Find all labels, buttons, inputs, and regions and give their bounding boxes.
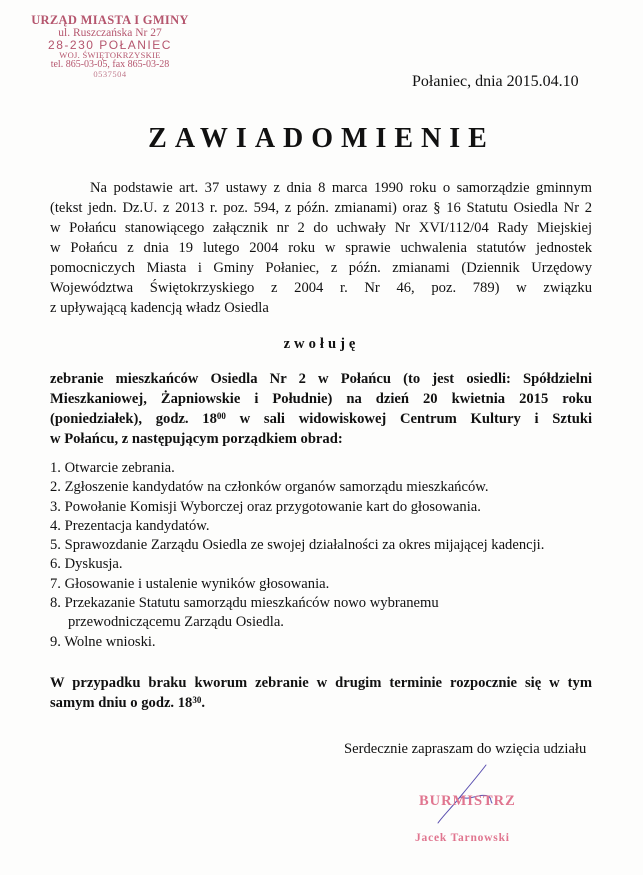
paragraph-line: zebranie mieszkańców Osiedla Nr 2 w Połańcu (to jest osiedli: Spółdzielni: [50, 371, 592, 387]
mayor-name-stamp: Jacek Tarnowski: [415, 832, 510, 844]
paragraph-line: [50, 409, 592, 429]
paragraph-line: (tekst jedn. Dz.U. z 2013 r. poz. 594, z późn. zmianami) oraz § 16 Statutu Osiedla Nr 2: [50, 200, 592, 216]
paragraph-line: pomocniczych Miasta i Gminy Połaniec, z późn. zmianami (Dziennik Urzędowy: [50, 260, 592, 276]
document-title: ZAWIADOMIENIE: [148, 123, 495, 154]
meeting-venue-text: w sali widowiskowej Centrum Kultury i Sztuki: [225, 411, 592, 427]
document-date: Połaniec, dnia 2015.04.10: [412, 73, 579, 90]
paragraph-line: Województwa Świętokrzyskiego z 2004 r. Nr 46, poz. 789) w związku: [50, 280, 592, 296]
paragraph-line: z upływającą kadencją władz Osiedla: [50, 300, 269, 316]
quorum-paragraph: [50, 673, 592, 713]
paragraph-line: w Połańcu, z następującym porządkiem obrad:: [50, 431, 343, 447]
agenda-list: [50, 459, 544, 652]
paragraph-line: [50, 693, 592, 713]
agenda-item: 4. Prezentacja kandydatów.: [50, 517, 210, 534]
legal-basis-paragraph: [50, 178, 592, 318]
agenda-item: 8. Przekazanie Statutu samorządu mieszkańców nowo wybranemu przewodniczącemu Zarządu Osiedla.: [50, 595, 439, 631]
stamp-regon: 0537504: [93, 68, 127, 79]
meeting-time-text: (poniedziałek), godz. 18: [50, 411, 217, 427]
second-term-minutes: 30: [192, 695, 202, 705]
convene-heading: zwołuję: [283, 336, 360, 352]
agenda-item: 3. Powołanie Komisji Wyborczej oraz przygotowanie kart do głosowania.: [50, 498, 481, 515]
meeting-time-minutes: 00: [216, 411, 226, 421]
agenda-item: 9. Wolne wnioski.: [50, 633, 156, 650]
meeting-paragraph: [50, 369, 592, 449]
second-term-end: .: [201, 695, 205, 711]
paragraph-line: w Połańcu stanowiącego załącznik nr 2 do uchwały Nr XVI/112/04 Rady Miejskiej: [50, 220, 592, 236]
paragraph-line: W przypadku braku kworum zebranie w drugim terminie rozpocznie się w tym: [50, 675, 592, 691]
second-term-text: samym dniu o godz. 18: [50, 695, 193, 711]
agenda-item: 5. Sprawozdanie Zarządu Osiedla ze swojej działalności za okres mijającej kadencji.: [50, 537, 545, 554]
agenda-item: 7. Głosowanie i ustalenie wyników głosowania.: [50, 575, 330, 592]
agenda-item: 1. Otwarcie zebrania.: [50, 460, 175, 476]
stamp-street: ul. Ruszczańska Nr 27: [58, 26, 162, 39]
stamp-office-name: URZĄD MIASTA I GMINY: [31, 13, 189, 27]
agenda-item: 2. Zgłoszenie kandydatów na członków organów samorządu mieszkańców.: [50, 479, 489, 496]
paragraph-line: Na podstawie art. 37 ustawy z dnia 8 marca 1990 roku o samorządzie gminnym: [90, 180, 592, 196]
stamp-phone-fax: tel. 865-03-05, fax 865-03-28: [50, 58, 170, 70]
office-stamp: [0, 14, 220, 78]
agenda-item: 6. Dyskusja.: [50, 556, 123, 573]
paragraph-line: w Połańcu z dnia 19 lutego 2004 roku w sprawie uchwalenia statutów jednostek: [50, 240, 592, 256]
stamp-postal-city: 28-230 POŁANIEC: [48, 38, 172, 52]
paragraph-line: Mieszkaniowej, Żapniowskie i Południe) na dzień 20 kwietnia 2015 roku: [50, 391, 592, 407]
stamp-province: WOJ. ŚWIĘTOKRZYSKIE: [59, 50, 161, 60]
closing-invitation: Serdecznie zapraszam do wzięcia udziału: [344, 741, 587, 757]
mayor-title-stamp: BURMISTRZ: [419, 793, 516, 809]
